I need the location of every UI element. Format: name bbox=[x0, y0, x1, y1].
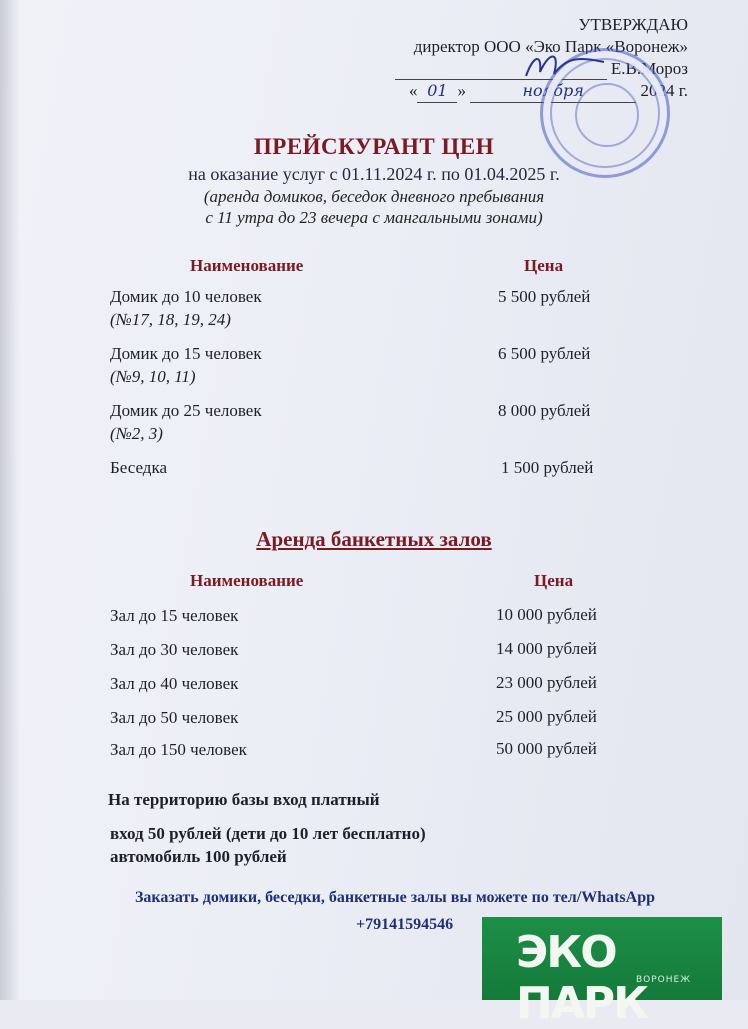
date-quote-close: » bbox=[457, 81, 466, 100]
rental-note-line-2: с 11 утра до 23 вечера с мангальными зонами) bbox=[205, 208, 543, 227]
validity-period: на оказание услуг с 01.11.2024 г. по 01.04.2025 г. bbox=[188, 164, 560, 184]
hall-row-name: Зал до 150 человек bbox=[110, 740, 247, 759]
hall-row-price: 10 000 рублей bbox=[496, 605, 597, 624]
house-row-name bbox=[110, 401, 262, 444]
entry-fee-person: вход 50 рублей (дети до 10 лет бесплатно) bbox=[110, 824, 426, 843]
house-row-price: 1 500 рублей bbox=[501, 458, 594, 477]
house-name: Домик до 10 человек bbox=[110, 287, 262, 306]
halls-section-title: Аренда банкетных залов bbox=[256, 527, 492, 551]
house-name: Беседка bbox=[110, 458, 168, 477]
hall-row-price: 14 000 рублей bbox=[496, 639, 597, 658]
hall-row-price: 25 000 рублей bbox=[496, 707, 597, 726]
house-numbers: (№9, 10, 11) bbox=[110, 367, 196, 386]
halls-col-name-header: Наименование bbox=[190, 571, 304, 590]
house-name: Домик до 15 человек bbox=[110, 344, 262, 363]
house-row-price: 5 500 рублей bbox=[498, 287, 591, 306]
house-row-price: 8 000 рублей bbox=[498, 401, 591, 420]
order-info: Заказать домики, беседки, банкетные залы вы можете по тел/WhatsApp bbox=[134, 889, 656, 906]
date-year: 2024 г. bbox=[640, 81, 688, 100]
rental-note bbox=[0, 186, 748, 228]
director-signature bbox=[520, 46, 610, 86]
approval-position: директор ООО «Эко Парк «Воронеж» bbox=[413, 37, 688, 56]
house-numbers: (№17, 18, 19, 24) bbox=[110, 310, 231, 329]
phone-number: +79141594546 bbox=[356, 916, 454, 933]
rental-note-line-1: (аренда домиков, беседок дневного пребывания bbox=[203, 187, 545, 206]
houses-col-name-header: Наименование bbox=[190, 256, 304, 275]
document-title: ПРЕЙСКУРАНТ ЦЕН bbox=[253, 134, 495, 159]
approval-signer: Е.В.Мороз bbox=[610, 59, 688, 78]
eco-park-logo bbox=[482, 917, 722, 1029]
house-row-name bbox=[110, 344, 262, 387]
house-row-price: 6 500 рублей bbox=[498, 344, 591, 363]
date-day: 01 bbox=[417, 80, 457, 103]
house-row-name bbox=[110, 287, 262, 330]
entry-fee-heading: На территорию базы вход платный bbox=[108, 790, 380, 809]
house-row-name bbox=[110, 458, 167, 478]
date-month: ноября bbox=[470, 80, 636, 103]
logo-text: ЭКО ПАРК bbox=[516, 927, 648, 1029]
entry-fee-car: автомобиль 100 рублей bbox=[110, 847, 287, 866]
date-quote-open: « bbox=[408, 81, 418, 100]
hall-row-name: Зал до 50 человек bbox=[110, 708, 239, 727]
houses-col-price-header: Цена bbox=[524, 256, 564, 275]
hall-row-name: Зал до 40 человек bbox=[110, 674, 239, 693]
house-name: Домик до 25 человек bbox=[110, 401, 262, 420]
halls-col-price-header: Цена bbox=[534, 571, 574, 590]
hall-row-name: Зал до 15 человек bbox=[110, 606, 239, 625]
approval-heading: УТВЕРЖДАЮ bbox=[578, 15, 688, 34]
hall-row-price: 50 000 рублей bbox=[496, 739, 597, 758]
hall-row-price: 23 000 рублей bbox=[496, 673, 597, 692]
logo-subtext: ВОРОНЕЖ bbox=[636, 975, 691, 985]
house-numbers: (№2, 3) bbox=[110, 424, 163, 443]
hall-row-name: Зал до 30 человек bbox=[110, 640, 239, 659]
